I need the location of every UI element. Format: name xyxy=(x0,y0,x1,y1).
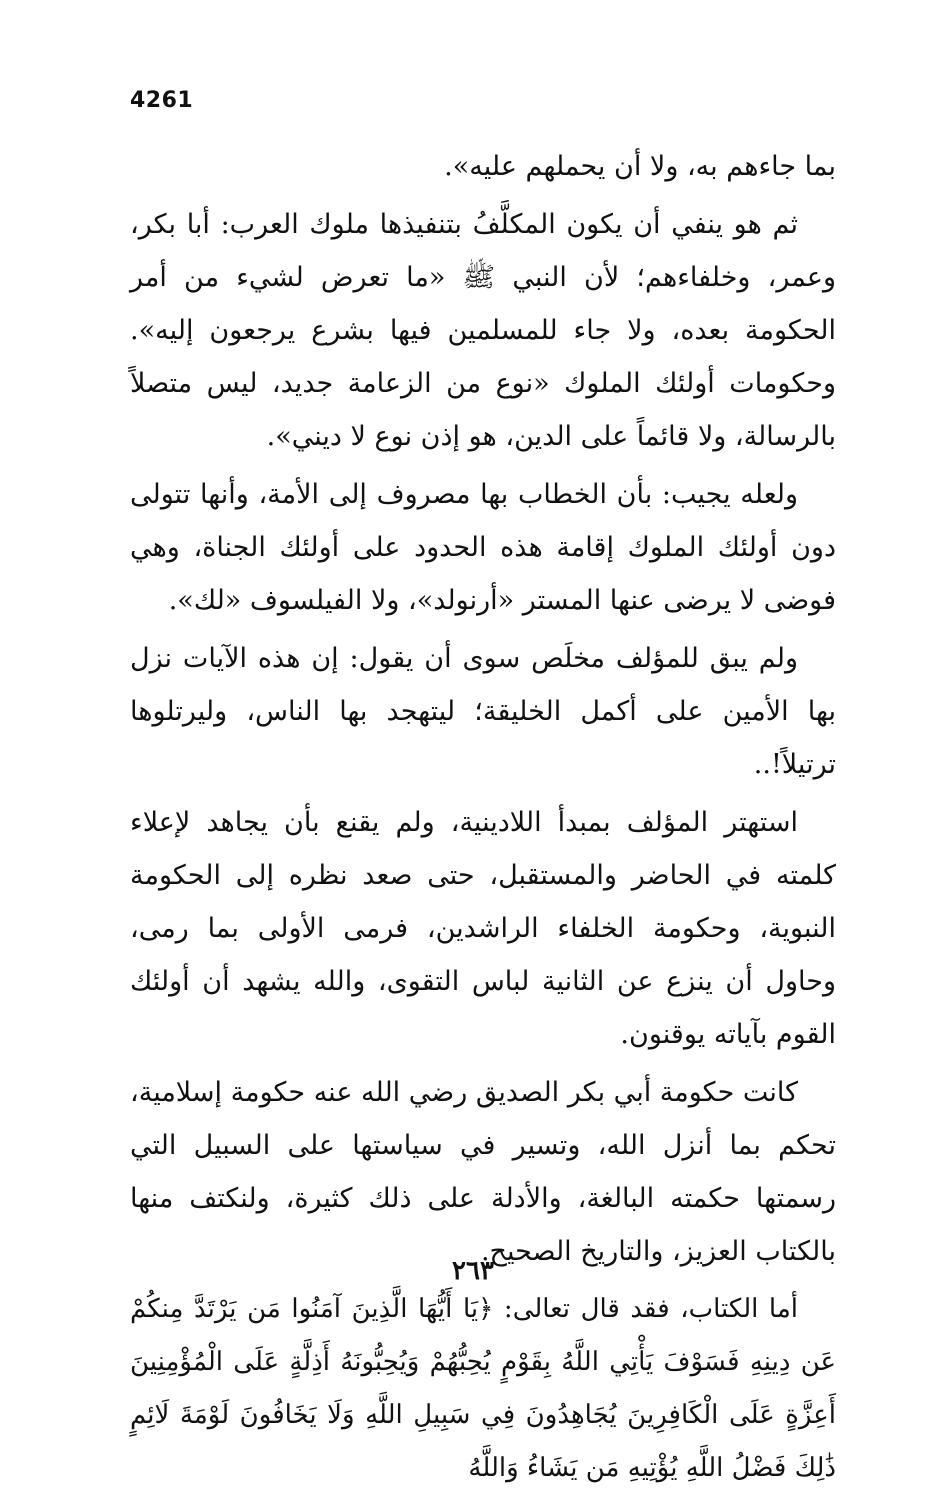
header-page-number: 4261 xyxy=(130,88,194,113)
paragraph-3: ولعله يجيب: بأن الخطاب بها مصروف إلى الأمة، وأنها تتولى دون أولئك الملوك إقامة هذه الحدود على أولئك الجناة، وهي فوضى لا يرضى عنها المستر «أرنولد»، ولا الفيلسوف «لك». xyxy=(130,479,836,616)
footer-page-number: ٢٦٣ xyxy=(452,1256,494,1286)
paragraph-5: استهتر المؤلف بمبدأ اللادينية، ولم يقنع بأن يجاهد لإعلاء كلمته في الحاضر والمستقبل، حتى صعد نظره إلى الحكومة النبوية، وحكومة الخلفاء الراشدين، فرمى الأولى بما رمى، وحاول أن ينزع عن الثانية لباس التقوى، والله يشهد أن أولئك القوم بآياته يوقنون. xyxy=(130,807,836,1050)
paragraph-4: ولم يبق للمؤلف مخلَص سوى أن يقول: إن هذه الآيات نزل بها الأمين على أكمل الخليقة؛ ليتهجد بها الناس، وليرتلوها ترتيلاً!.. xyxy=(130,643,836,780)
paragraph-7-quran-quote: أما الكتاب، فقد قال تعالى: ﴿يَا أَيُّهَا الَّذِينَ آمَنُوا مَن يَرْتَدَّ مِنكُمْ عَن دِينِهِ فَسَوْفَ يَأْتِي اللَّهُ بِقَوْمٍ يُحِبُّهُمْ وَيُحِبُّونَهُ أَذِلَّةٍ عَلَى الْمُؤْمِنِينَ أَعِزَّةٍ عَلَى الْكَافِرِينَ يُجَاهِدُونَ فِي سَبِيلِ اللَّهِ وَلَا يَخَافُونَ لَوْمَةَ لَائِمٍ ذَٰلِكَ فَضْلُ اللَّهِ يُؤْتِيهِ مَن يَشَاءُ وَاللَّهُ xyxy=(130,1294,836,1483)
body-text xyxy=(130,140,836,1500)
paragraph-6: كانت حكومة أبي بكر الصديق رضي الله عنه حكومة إسلامية، تحكم بما أنزل الله، وتسير في سياستها على السبيل التي رسمتها حكمته البالغة، والأدلة على ذلك كثيرة، ولنكتف منها بالكتاب العزيز، والتاريخ الصحيح. xyxy=(130,1077,836,1267)
paragraph-2: ثم هو ينفي أن يكون المكلَّفُ بتنفيذها ملوك العرب: أبا بكر، وعمر، وخلفاءهم؛ لأن النبي ﷺ «ما تعرض لشيء من أمر الحكومة بعده، ولا جاء للمسلمين فيها بشرع يرجعون إليه». وحكومات أولئك الملوك «نوع من الزعامة جديد، ليس متصلاً بالرسالة، ولا قائماً على الدين، هو إذن نوع لا ديني». xyxy=(130,209,836,452)
paragraph-1: بما جاءهم به، ولا أن يحملهم عليه». xyxy=(444,151,836,182)
